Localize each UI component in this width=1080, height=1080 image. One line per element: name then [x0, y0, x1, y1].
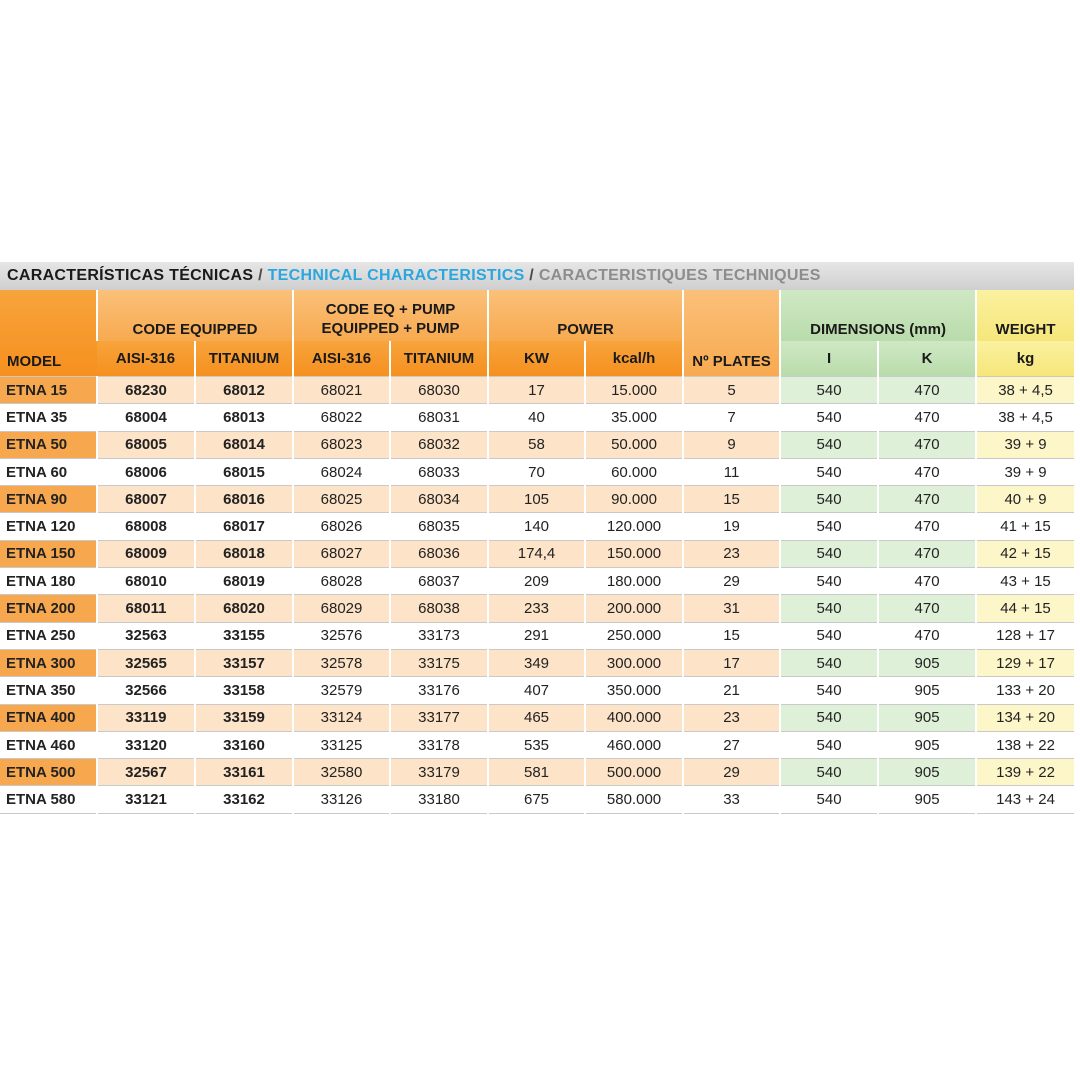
cell-kcal: 150.000 — [585, 540, 683, 567]
cell-dim-i: 540 — [780, 649, 878, 676]
cell-model: ETNA 15 — [0, 377, 97, 404]
table-row — [0, 431, 1074, 458]
cell-pump-titanium: 68038 — [390, 595, 488, 622]
cell-pump-titanium: 68032 — [390, 431, 488, 458]
cell-aisi-316: 32566 — [97, 677, 195, 704]
cell-model: ETNA 580 — [0, 786, 97, 813]
header-kw: KW — [488, 341, 585, 377]
cell-pump-aisi-316: 68029 — [293, 595, 390, 622]
cell-aisi-316: 32563 — [97, 622, 195, 649]
cell-titanium: 33155 — [195, 622, 293, 649]
table-row — [0, 731, 1074, 758]
cell-weight: 128 + 17 — [976, 622, 1074, 649]
cell-plates: 31 — [683, 595, 780, 622]
cell-dim-k: 905 — [878, 786, 976, 813]
table-row — [0, 649, 1074, 676]
cell-plates: 29 — [683, 568, 780, 595]
cell-aisi-316: 32565 — [97, 649, 195, 676]
cell-dim-k: 470 — [878, 377, 976, 404]
cell-weight: 134 + 20 — [976, 704, 1074, 731]
header-model: MODEL — [0, 290, 97, 377]
header-code-eq-pump-line2: EQUIPPED + PUMP — [321, 320, 460, 337]
cell-model: ETNA 180 — [0, 568, 97, 595]
cell-pump-titanium: 33180 — [390, 786, 488, 813]
cell-kcal: 35.000 — [585, 404, 683, 431]
cell-pump-aisi-316: 68023 — [293, 431, 390, 458]
cell-pump-aisi-316: 68028 — [293, 568, 390, 595]
cell-aisi-316: 68009 — [97, 540, 195, 567]
cell-dim-i: 540 — [780, 458, 878, 485]
cell-plates: 23 — [683, 540, 780, 567]
cell-titanium: 68020 — [195, 595, 293, 622]
cell-model: ETNA 300 — [0, 649, 97, 676]
cell-pump-aisi-316: 32578 — [293, 649, 390, 676]
table-row — [0, 568, 1074, 595]
technical-characteristics-table — [0, 290, 1074, 814]
cell-dim-k: 905 — [878, 649, 976, 676]
cell-model: ETNA 150 — [0, 540, 97, 567]
cell-kw: 58 — [488, 431, 585, 458]
cell-dim-k: 470 — [878, 540, 976, 567]
cell-dim-i: 540 — [780, 486, 878, 513]
cell-pump-titanium: 33177 — [390, 704, 488, 731]
cell-dim-k: 470 — [878, 622, 976, 649]
cell-kcal: 300.000 — [585, 649, 683, 676]
cell-weight: 138 + 22 — [976, 731, 1074, 758]
cell-titanium: 33161 — [195, 759, 293, 786]
cell-kcal: 180.000 — [585, 568, 683, 595]
header-dim-k: K — [878, 341, 976, 377]
header-kg: kg — [976, 341, 1074, 377]
header-row-2 — [0, 341, 1074, 377]
cell-kcal: 50.000 — [585, 431, 683, 458]
cell-aisi-316: 68008 — [97, 513, 195, 540]
cell-kw: 291 — [488, 622, 585, 649]
cell-kcal: 200.000 — [585, 595, 683, 622]
table-row — [0, 486, 1074, 513]
cell-dim-k: 470 — [878, 513, 976, 540]
cell-kw: 209 — [488, 568, 585, 595]
cell-aisi-316: 33119 — [97, 704, 195, 731]
cell-pump-titanium: 68037 — [390, 568, 488, 595]
cell-plates: 9 — [683, 431, 780, 458]
header-code-eq-pump — [293, 290, 488, 341]
cell-titanium: 33158 — [195, 677, 293, 704]
header-weight: WEIGHT — [976, 290, 1074, 341]
cell-kw: 174,4 — [488, 540, 585, 567]
cell-weight: 38 + 4,5 — [976, 377, 1074, 404]
cell-pump-titanium: 68030 — [390, 377, 488, 404]
cell-kcal: 250.000 — [585, 622, 683, 649]
cell-pump-aisi-316: 68026 — [293, 513, 390, 540]
cell-dim-i: 540 — [780, 377, 878, 404]
cell-pump-aisi-316: 32579 — [293, 677, 390, 704]
cell-dim-k: 470 — [878, 431, 976, 458]
cell-plates: 33 — [683, 786, 780, 813]
cell-titanium: 68016 — [195, 486, 293, 513]
cell-plates: 21 — [683, 677, 780, 704]
cell-pump-aisi-316: 68024 — [293, 458, 390, 485]
header-code-eq-pump-line1: CODE EQ + PUMP — [325, 301, 456, 318]
cell-titanium: 33159 — [195, 704, 293, 731]
cell-pump-titanium: 33176 — [390, 677, 488, 704]
cell-aisi-316: 68230 — [97, 377, 195, 404]
cell-weight: 38 + 4,5 — [976, 404, 1074, 431]
cell-aisi-316: 68007 — [97, 486, 195, 513]
title-separator: / — [253, 267, 268, 284]
cell-model: ETNA 120 — [0, 513, 97, 540]
cell-weight: 43 + 15 — [976, 568, 1074, 595]
table-title — [0, 262, 1074, 290]
cell-model: ETNA 250 — [0, 622, 97, 649]
cell-dim-k: 905 — [878, 677, 976, 704]
cell-pump-aisi-316: 68021 — [293, 377, 390, 404]
cell-aisi-316: 32567 — [97, 759, 195, 786]
cell-dim-i: 540 — [780, 704, 878, 731]
cell-weight: 40 + 9 — [976, 486, 1074, 513]
cell-plates: 27 — [683, 731, 780, 758]
cell-pump-aisi-316: 33124 — [293, 704, 390, 731]
cell-model: ETNA 90 — [0, 486, 97, 513]
cell-kw: 349 — [488, 649, 585, 676]
header-plates: Nº PLATES — [683, 290, 780, 377]
title-separator: / — [524, 267, 539, 284]
cell-pump-titanium: 68031 — [390, 404, 488, 431]
cell-weight: 129 + 17 — [976, 649, 1074, 676]
cell-titanium: 68014 — [195, 431, 293, 458]
cell-plates: 15 — [683, 486, 780, 513]
cell-dim-i: 540 — [780, 540, 878, 567]
header-dimensions: DIMENSIONS (mm) — [780, 290, 976, 341]
table-row — [0, 677, 1074, 704]
cell-pump-aisi-316: 68022 — [293, 404, 390, 431]
cell-pump-aisi-316: 33125 — [293, 731, 390, 758]
cell-dim-k: 470 — [878, 595, 976, 622]
table-row — [0, 458, 1074, 485]
cell-kcal: 580.000 — [585, 786, 683, 813]
cell-dim-k: 905 — [878, 731, 976, 758]
cell-kcal: 350.000 — [585, 677, 683, 704]
table-row — [0, 540, 1074, 567]
cell-aisi-316: 68005 — [97, 431, 195, 458]
cell-pump-aisi-316: 68025 — [293, 486, 390, 513]
cell-pump-aisi-316: 68027 — [293, 540, 390, 567]
cell-dim-i: 540 — [780, 431, 878, 458]
cell-dim-i: 540 — [780, 404, 878, 431]
title-english: TECHNICAL CHARACTERISTICS — [267, 267, 525, 284]
cell-pump-aisi-316: 33126 — [293, 786, 390, 813]
cell-plates: 7 — [683, 404, 780, 431]
cell-kw: 233 — [488, 595, 585, 622]
header-pump-titanium: TITANIUM — [390, 341, 488, 377]
cell-kw: 105 — [488, 486, 585, 513]
cell-model: ETNA 400 — [0, 704, 97, 731]
cell-aisi-316: 68004 — [97, 404, 195, 431]
cell-aisi-316: 68006 — [97, 458, 195, 485]
cell-titanium: 33162 — [195, 786, 293, 813]
cell-kcal: 60.000 — [585, 458, 683, 485]
cell-weight: 44 + 15 — [976, 595, 1074, 622]
cell-aisi-316: 68010 — [97, 568, 195, 595]
cell-kw: 40 — [488, 404, 585, 431]
cell-dim-i: 540 — [780, 513, 878, 540]
cell-dim-k: 470 — [878, 568, 976, 595]
cell-dim-i: 540 — [780, 731, 878, 758]
cell-weight: 139 + 22 — [976, 759, 1074, 786]
cell-dim-i: 540 — [780, 677, 878, 704]
cell-kcal: 500.000 — [585, 759, 683, 786]
cell-dim-i: 540 — [780, 622, 878, 649]
cell-dim-i: 540 — [780, 786, 878, 813]
header-power: POWER — [488, 290, 683, 341]
title-spanish: CARACTERÍSTICAS TÉCNICAS — [7, 267, 254, 284]
cell-titanium: 68015 — [195, 458, 293, 485]
cell-pump-titanium: 33173 — [390, 622, 488, 649]
cell-weight: 143 + 24 — [976, 786, 1074, 813]
cell-dim-k: 470 — [878, 458, 976, 485]
cell-kw: 535 — [488, 731, 585, 758]
table-row — [0, 759, 1074, 786]
cell-plates: 11 — [683, 458, 780, 485]
cell-weight: 42 + 15 — [976, 540, 1074, 567]
header-kcal: kcal/h — [585, 341, 683, 377]
header-dim-i: I — [780, 341, 878, 377]
cell-weight: 41 + 15 — [976, 513, 1074, 540]
table-row — [0, 704, 1074, 731]
cell-kw: 17 — [488, 377, 585, 404]
cell-plates: 17 — [683, 649, 780, 676]
cell-plates: 23 — [683, 704, 780, 731]
cell-model: ETNA 350 — [0, 677, 97, 704]
cell-kcal: 15.000 — [585, 377, 683, 404]
cell-dim-k: 905 — [878, 759, 976, 786]
cell-dim-k: 470 — [878, 404, 976, 431]
cell-kcal: 90.000 — [585, 486, 683, 513]
cell-aisi-316: 68011 — [97, 595, 195, 622]
cell-kw: 675 — [488, 786, 585, 813]
cell-weight: 39 + 9 — [976, 458, 1074, 485]
cell-pump-titanium: 68034 — [390, 486, 488, 513]
table-row — [0, 595, 1074, 622]
cell-kw: 140 — [488, 513, 585, 540]
cell-pump-titanium: 68033 — [390, 458, 488, 485]
header-aisi-316: AISI-316 — [97, 341, 195, 377]
table-row — [0, 377, 1074, 404]
cell-kcal: 460.000 — [585, 731, 683, 758]
cell-aisi-316: 33120 — [97, 731, 195, 758]
cell-plates: 5 — [683, 377, 780, 404]
cell-pump-aisi-316: 32580 — [293, 759, 390, 786]
cell-titanium: 68018 — [195, 540, 293, 567]
cell-dim-i: 540 — [780, 568, 878, 595]
cell-model: ETNA 50 — [0, 431, 97, 458]
cell-weight: 133 + 20 — [976, 677, 1074, 704]
cell-weight: 39 + 9 — [976, 431, 1074, 458]
cell-model: ETNA 460 — [0, 731, 97, 758]
cell-pump-aisi-316: 32576 — [293, 622, 390, 649]
table-row — [0, 622, 1074, 649]
table-row — [0, 786, 1074, 813]
cell-dim-i: 540 — [780, 595, 878, 622]
cell-pump-titanium: 68035 — [390, 513, 488, 540]
cell-kw: 581 — [488, 759, 585, 786]
cell-kw: 465 — [488, 704, 585, 731]
title-french: CARACTERISTIQUES TECHNIQUES — [538, 267, 821, 284]
cell-pump-titanium: 33179 — [390, 759, 488, 786]
table-row — [0, 404, 1074, 431]
header-row-1 — [0, 290, 1074, 341]
cell-dim-i: 540 — [780, 759, 878, 786]
cell-pump-titanium: 33178 — [390, 731, 488, 758]
cell-titanium: 33160 — [195, 731, 293, 758]
table-row — [0, 513, 1074, 540]
header-code-equipped: CODE EQUIPPED — [97, 290, 293, 341]
cell-kw: 70 — [488, 458, 585, 485]
footnote-strip — [0, 818, 500, 824]
table-body — [0, 377, 1074, 814]
cell-kcal: 120.000 — [585, 513, 683, 540]
cell-dim-k: 470 — [878, 486, 976, 513]
cell-pump-titanium: 68036 — [390, 540, 488, 567]
header-titanium: TITANIUM — [195, 341, 293, 377]
cell-plates: 19 — [683, 513, 780, 540]
cell-model: ETNA 60 — [0, 458, 97, 485]
cell-aisi-316: 33121 — [97, 786, 195, 813]
cell-model: ETNA 500 — [0, 759, 97, 786]
cell-model: ETNA 200 — [0, 595, 97, 622]
cell-plates: 15 — [683, 622, 780, 649]
cell-titanium: 68019 — [195, 568, 293, 595]
cell-titanium: 68017 — [195, 513, 293, 540]
cell-plates: 29 — [683, 759, 780, 786]
cell-dim-k: 905 — [878, 704, 976, 731]
cell-model: ETNA 35 — [0, 404, 97, 431]
cell-titanium: 68012 — [195, 377, 293, 404]
cell-pump-titanium: 33175 — [390, 649, 488, 676]
header-pump-aisi-316: AISI-316 — [293, 341, 390, 377]
cell-titanium: 33157 — [195, 649, 293, 676]
cell-kw: 407 — [488, 677, 585, 704]
cell-titanium: 68013 — [195, 404, 293, 431]
cell-kcal: 400.000 — [585, 704, 683, 731]
